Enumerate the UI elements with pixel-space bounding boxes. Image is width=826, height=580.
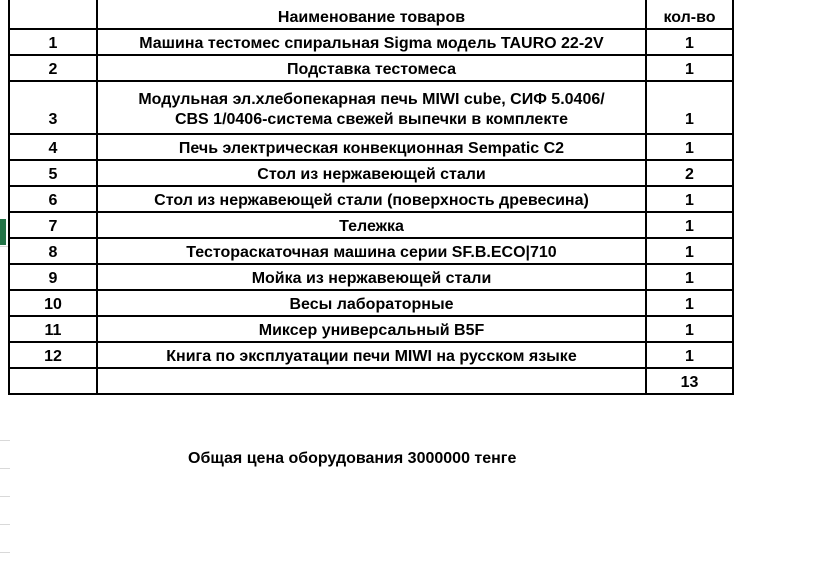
row-qty-cell[interactable]: 1 (646, 81, 733, 134)
total-name-cell[interactable] (97, 368, 646, 394)
row-number-cell[interactable]: 1 (9, 29, 97, 55)
header-number-cell[interactable] (9, 0, 97, 29)
row-name-cell[interactable]: Миксер универсальный B5F (97, 316, 646, 342)
row-gridline (0, 468, 10, 469)
table-header-row (9, 0, 733, 29)
total-qty-cell[interactable]: 13 (646, 368, 733, 394)
row-gridline (0, 440, 10, 441)
row-name-cell[interactable]: Тележка (97, 212, 646, 238)
table-row (9, 290, 733, 316)
row-name-cell[interactable] (97, 81, 646, 134)
row-name-cell[interactable]: Машина тестомес спиральная Sigma модель TAURO 22-2V (97, 29, 646, 55)
total-price-note[interactable]: Общая цена оборудования 3000000 тенге (188, 450, 517, 467)
row-qty-cell[interactable]: 2 (646, 160, 733, 186)
row-qty-cell[interactable]: 1 (646, 238, 733, 264)
row-qty-cell[interactable]: 1 (646, 264, 733, 290)
row-number-cell[interactable]: 2 (9, 55, 97, 81)
row-number-cell[interactable]: 3 (9, 81, 97, 134)
row-gridline (0, 552, 10, 553)
row-number-cell[interactable]: 6 (9, 186, 97, 212)
row-name-cell[interactable]: Стол из нержавеющей стали (поверхность древесина) (97, 186, 646, 212)
table-row (9, 316, 733, 342)
row-number-cell[interactable]: 7 (9, 212, 97, 238)
table-row (9, 186, 733, 212)
row-number-cell[interactable]: 9 (9, 264, 97, 290)
row-name-cell[interactable]: Мойка из нержавеющей стали (97, 264, 646, 290)
row-qty-cell[interactable]: 1 (646, 186, 733, 212)
table-row (9, 134, 733, 160)
row-qty-cell[interactable]: 1 (646, 342, 733, 368)
row-number-cell[interactable]: 12 (9, 342, 97, 368)
row-gridline (0, 496, 10, 497)
table-row (9, 55, 733, 81)
table-row (9, 212, 733, 238)
table-row (9, 264, 733, 290)
header-qty-cell[interactable]: кол-во (646, 0, 733, 29)
active-row-marker (0, 219, 6, 245)
row-number-cell[interactable]: 8 (9, 238, 97, 264)
row-name-cell[interactable]: Подставка тестомеса (97, 55, 646, 81)
table-row (9, 238, 733, 264)
total-row (9, 368, 733, 394)
header-name-cell[interactable]: Наименование товаров (97, 0, 646, 29)
row-qty-cell[interactable]: 1 (646, 134, 733, 160)
row-qty-cell[interactable]: 1 (646, 29, 733, 55)
table-row (9, 160, 733, 186)
row-name-cell[interactable]: Книга по эксплуатации печи MIWI на русском языке (97, 342, 646, 368)
row-number-cell[interactable]: 10 (9, 290, 97, 316)
table-row (9, 81, 733, 134)
row-name-line-1: Модульная эл.хлебопекарная печь MIWI cube, СИФ 5.0406/ (138, 91, 605, 108)
row-number-cell[interactable]: 11 (9, 316, 97, 342)
row-name-cell[interactable]: Тестораскаточная машина серии SF.B.ECO|710 (97, 238, 646, 264)
table-row (9, 342, 733, 368)
total-number-cell[interactable] (9, 368, 97, 394)
row-qty-cell[interactable]: 1 (646, 212, 733, 238)
row-name-line-2: CBS 1/0406-система свежей выпечки в комплекте (174, 111, 569, 128)
row-qty-cell[interactable]: 1 (646, 316, 733, 342)
row-number-cell[interactable]: 5 (9, 160, 97, 186)
row-gridline (0, 524, 10, 525)
row-number-cell[interactable]: 4 (9, 134, 97, 160)
row-name-cell[interactable]: Весы лабораторные (97, 290, 646, 316)
row-qty-cell[interactable]: 1 (646, 290, 733, 316)
row-name-cell[interactable]: Стол из нержавеющей стали (97, 160, 646, 186)
items-table (8, 0, 734, 395)
table-row (9, 29, 733, 55)
row-name-cell[interactable]: Печь электрическая конвекционная Sempatic C2 (97, 134, 646, 160)
row-qty-cell[interactable]: 1 (646, 55, 733, 81)
